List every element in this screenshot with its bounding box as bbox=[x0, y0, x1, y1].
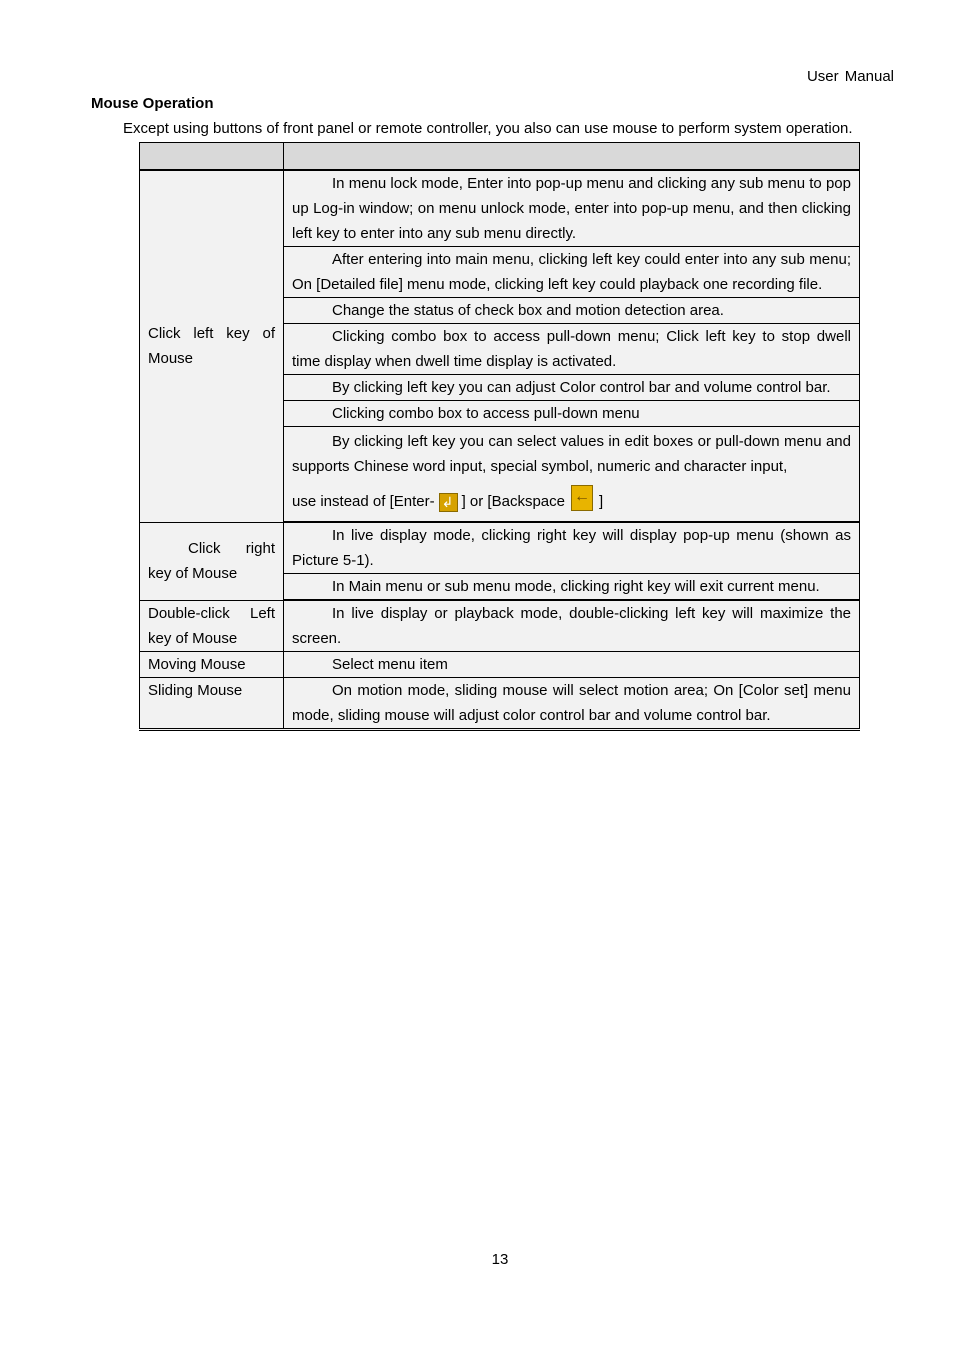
enter-line-prefix: use instead of [Enter- bbox=[292, 493, 435, 510]
description-cell bbox=[284, 678, 860, 730]
operation-label-left-click: Click left key of Mouse bbox=[140, 170, 284, 522]
table-header-cell bbox=[140, 143, 284, 171]
intro-paragraph: Except using buttons of front panel or remote controller, you also can use mouse to perform system operation. bbox=[123, 120, 853, 137]
table-row bbox=[140, 600, 860, 652]
table-header-row bbox=[140, 143, 860, 171]
operation-label-moving: Moving Mouse bbox=[140, 652, 284, 678]
operation-label-text: Click right key of Mouse bbox=[148, 540, 275, 583]
description-text: By clicking left key you can adjust Color control bar and volume control bar. bbox=[332, 379, 831, 396]
enter-key-icon bbox=[439, 493, 458, 512]
table-row bbox=[140, 522, 860, 574]
description-text: After entering into main menu, clicking left key could enter into any sub menu; On [Detailed file] menu mode, clicking left key could playback one recording file. bbox=[292, 251, 851, 293]
table-row bbox=[140, 170, 860, 247]
description-cell bbox=[284, 427, 860, 523]
page-number: 13 bbox=[491, 1251, 509, 1268]
operation-label-sliding: Sliding Mouse bbox=[140, 678, 284, 730]
description-cell bbox=[284, 247, 860, 298]
description-cell bbox=[284, 600, 860, 652]
enter-backspace-line bbox=[292, 489, 851, 515]
description-text: Clicking combo box to access pull-down menu; Click left key to stop dwell time display when dwell time display is activated. bbox=[292, 328, 851, 370]
description-text: In Main menu or sub menu mode, clicking right key will exit current menu. bbox=[332, 578, 820, 596]
description-text: In live display mode, clicking right key will display pop-up menu (shown as Picture 5-1). bbox=[292, 527, 851, 570]
operation-label-double-click: Double-click Left key of Mouse bbox=[140, 600, 284, 652]
description-text: By clicking left key you can select values in edit boxes or pull-down menu and supports Chinese word input, special symbol, numeric and character input, bbox=[292, 433, 851, 475]
description-text: Change the status of check box and motion detection area. bbox=[332, 302, 724, 319]
description-cell bbox=[284, 324, 860, 375]
page-header: User Manual bbox=[806, 68, 894, 85]
description-cell bbox=[284, 522, 860, 574]
description-cell bbox=[284, 170, 860, 247]
enter-line-middle: ] or [Backspace bbox=[461, 493, 565, 510]
description-cell bbox=[284, 652, 860, 678]
operation-label-right-click bbox=[140, 522, 284, 600]
table-row bbox=[140, 652, 860, 678]
table-header-cell bbox=[284, 143, 860, 171]
description-text: In live display or playback mode, double-clicking left key will maximize the screen. bbox=[292, 605, 851, 648]
description-cell bbox=[284, 375, 860, 401]
section-title: Mouse Operation bbox=[91, 95, 214, 112]
description-cell bbox=[284, 574, 860, 601]
description-text: In menu lock mode, Enter into pop-up menu and clicking any sub menu to pop up Log-in window; on menu unlock mode, enter into pop-up menu, and then clicking left key to enter into any sub menu directly. bbox=[292, 175, 851, 242]
backspace-arrow-icon bbox=[571, 485, 593, 511]
description-text: On motion mode, sliding mouse will select motion area; On [Color set] menu mode, sliding mouse will adjust color control bar and volume control bar. bbox=[292, 682, 851, 725]
description-cell bbox=[284, 401, 860, 427]
mouse-operation-table bbox=[139, 142, 860, 731]
description-text: Select menu item bbox=[332, 656, 448, 674]
description-cell bbox=[284, 298, 860, 324]
description-text: Clicking combo box to access pull-down menu bbox=[332, 405, 640, 422]
table-row bbox=[140, 678, 860, 730]
enter-line-suffix: ] bbox=[598, 493, 604, 510]
